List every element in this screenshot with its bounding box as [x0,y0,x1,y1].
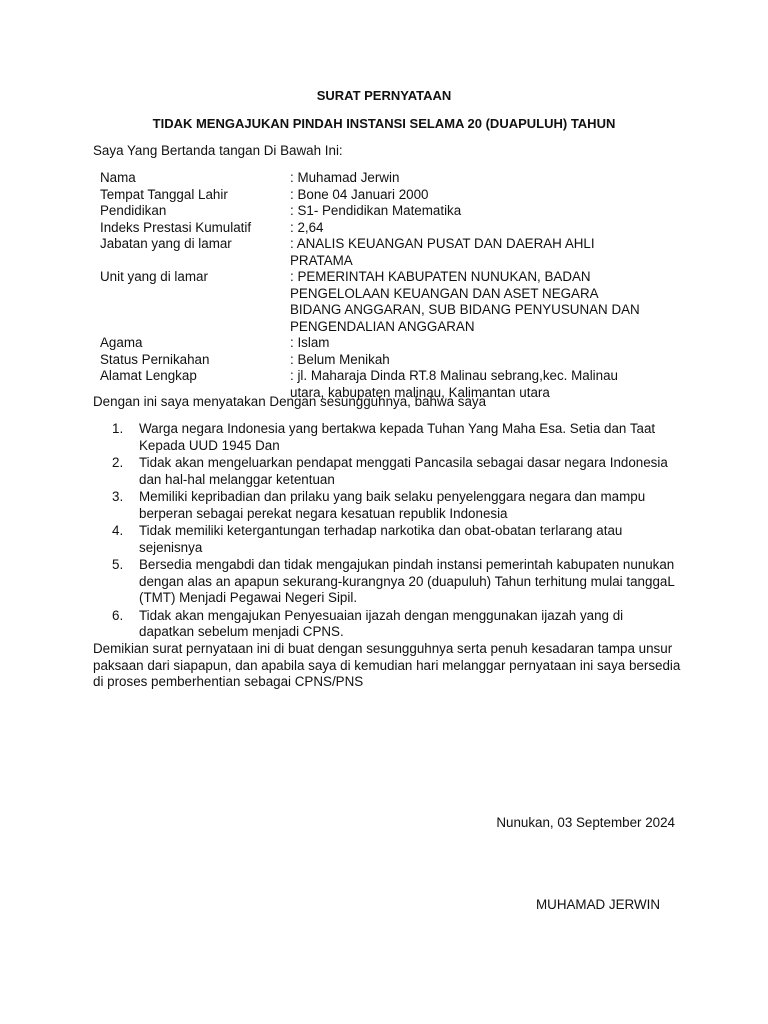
field-label: Indeks Prestasi Kumulatif [100,219,252,235]
field-row [100,220,660,237]
document-title: SURAT PERNYATAAN [316,88,452,103]
statement-text: Dengan ini saya menyatakan Dengan sesungguhnya, bahwa saya [93,394,487,409]
place-date: Nunukan, 03 September 2024 [496,815,675,830]
field-value: : S1- Pendidikan Matematika [290,203,462,218]
field-row [100,269,660,335]
field-value: : Islam [290,335,330,350]
identity-fields [100,170,660,401]
field-label: Agama [100,335,143,350]
statement-list [112,421,692,642]
list-item [112,608,692,641]
field-row [100,352,660,369]
field-value: : PEMERINTAH KABUPATEN NUNUKAN, BADAN PENGELOLAAN KEUANGAN DAN ASET NEGARA BIDANG ANGGARAN, SUB BIDANG PENYUSUNAN DAN PENGENDALIAN ANGGARAN [290,269,640,334]
field-value: : Bone 04 Januari 2000 [290,186,429,202]
list-item [112,523,692,556]
field-row [100,170,660,187]
document-subtitle: TIDAK MENGAJUKAN PINDAH INSTANSI SELAMA 20 (DUAPULUH) TAHUN [152,116,616,131]
closing-paragraph: Demikian surat pernyataan ini di buat dengan sesungguhnya serta penuh kesadaran tampa unsur paksaan dari siapapun, dan apabila saya di kemudian hari melanggar pernyataan ini saya bersedia di proses pemberhentian sebagai CPNS/PNS [93,641,681,689]
list-text: Tidak memiliki ketergantungan terhadap narkotika dan obat-obatan terlarang atau sejenisnya [139,523,623,555]
list-text: Warga negara Indonesia yang bertakwa kepada Tuhan Yang Maha Esa. Setia dan Taat Kepada UUD 1945 Dan [139,421,656,453]
field-label: Alamat Lengkap [100,368,197,383]
field-value: : Belum Menikah [290,351,390,367]
field-value: : jl. Maharaja Dinda RT.8 Malinau sebrang,kec. Malinau utara, kabupaten malinau, Kalimantan utara [290,368,618,400]
signer-name: MUHAMAD JERWIN [536,897,660,912]
field-label: Pendidikan [100,203,167,218]
list-text: Tidak akan mengajukan Penyesuaian ijazah dengan menggunakan ijazah yang di dapatkan sebelum menjadi CPNS. [139,607,624,639]
field-label: Unit yang di lamar [100,269,208,284]
list-text: Memiliki kepribadian dan prilaku yang baik selaku penyelenggara negara dan mampu berperan sebagai perekat negara kesatuan republik Indonesia [139,489,646,521]
field-label: Nama [100,170,136,185]
field-value: : 2,64 [290,219,324,235]
list-number: 4. [112,523,124,538]
list-item [112,557,692,607]
field-label: Tempat Tanggal Lahir [100,186,228,202]
field-row [100,236,660,269]
list-text: Bersedia mengabdi dan tidak mengajukan pindah instansi pemerintah kabupaten nunukan dengan alas an apapun sekurang-kurangnya 20 (duapuluh) Tahun terhitung mulai tanggaL (TMT) Menjadi Pegawai Negeri Sipil. [139,557,675,605]
field-value: : Muhamad Jerwin [290,170,400,185]
list-number: 3. [112,489,124,504]
list-number: 6. [112,607,124,623]
list-number: 1. [112,421,124,436]
list-item [112,489,692,522]
list-text: Tidak akan mengeluarkan pendapat menggati Pancasila sebagai dasar negara Indonesia dan hal-hal melanggar ketentuan [139,455,668,487]
field-label: Jabatan yang di lamar [100,236,232,251]
intro-text: Saya Yang Bertanda tangan Di Bawah Ini: [93,143,343,158]
field-value: : ANALIS KEUANGAN PUSAT DAN DAERAH AHLI PRATAMA [290,236,595,268]
field-row [100,187,660,204]
field-label: Status Pernikahan [100,351,210,367]
list-item [112,455,692,488]
field-row [100,203,660,220]
list-item [112,421,692,454]
field-row [100,335,660,352]
list-number: 5. [112,557,124,572]
list-number: 2. [112,455,124,470]
